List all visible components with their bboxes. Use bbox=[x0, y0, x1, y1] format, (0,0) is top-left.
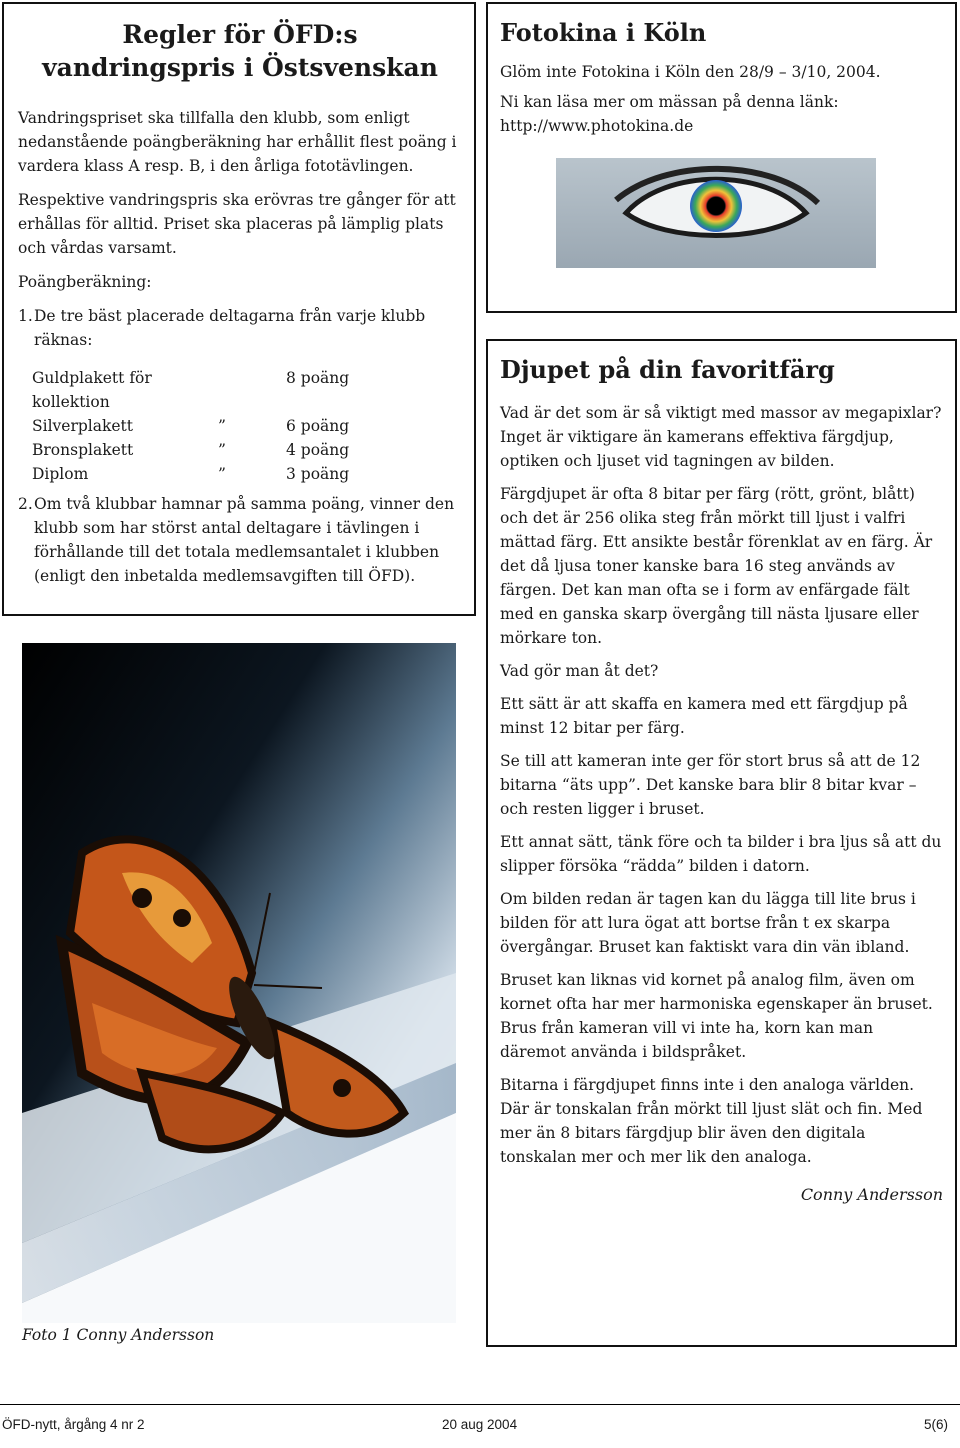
depth-paragraph: Ett sätt är att skaffa en kamera med ett färgdjup på minst 12 bitar per färg. bbox=[500, 695, 908, 737]
ditto-mark: ” bbox=[218, 441, 226, 459]
rules-item-2 bbox=[18, 492, 462, 588]
award-points: 4 poäng bbox=[286, 441, 350, 459]
item-number: 1. bbox=[18, 307, 33, 325]
rules-article bbox=[2, 2, 476, 616]
depth-paragraph: Vad gör man åt det? bbox=[500, 662, 659, 680]
depth-paragraph: Bruset kan liknas vid kornet på analog film, även om kornet ofta har mer harmoniska egenskaper än bruset. Brus från kameran vill vi inte ha, korn kan man däremot använda i bildspråket. bbox=[500, 971, 933, 1061]
footer-divider bbox=[0, 1404, 960, 1405]
points-table bbox=[32, 366, 462, 486]
depth-paragraph: Vad är det som är så viktigt med massor av megapixlar? Inget är viktigare än kamerans effektiva färgdjup, optiken och ljuset vid tagningen av bilden. bbox=[500, 404, 942, 470]
rules-paragraph-1: Vandringspriset ska tillfalla den klubb, som enligt nedanstående poängberäkning har erhållit flest poäng i vardera klass A resp. B, i den årliga fototävlingen. bbox=[18, 109, 457, 175]
rules-title bbox=[18, 18, 462, 84]
award-name: Diplom bbox=[32, 465, 89, 483]
footer-page-number: 5(6) bbox=[923, 1417, 948, 1432]
color-depth-article bbox=[486, 339, 957, 1347]
depth-paragraph: Se till att kameran inte ger för stort brus så att de 12 bitarna “äts upp”. Det kanske bara blir 8 bitar kvar – och resten ligger i bruset. bbox=[500, 752, 921, 818]
points-row bbox=[32, 438, 462, 462]
ditto-mark: ” bbox=[218, 465, 226, 483]
depth-title: Djupet på din favoritfärg bbox=[500, 355, 835, 384]
fotokina-paragraph-1: Glöm inte Fotokina i Köln den 28/9 – 3/10, 2004. bbox=[500, 63, 881, 81]
author-signature: Conny Andersson bbox=[800, 1185, 943, 1204]
award-points: 8 poäng bbox=[286, 369, 350, 387]
ditto-mark bbox=[218, 366, 286, 414]
depth-paragraph: Bitarna i färgdjupet finns inte i den analoga världen. Där är tonskalan från mörkt till ljust slät och fin. Med mer än 8 bitars färgdjup blir även den digitala tonskalan mer och mer lik den analoga. bbox=[500, 1076, 923, 1166]
item-number: 2. bbox=[18, 495, 33, 513]
depth-paragraph: Om bilden redan är tagen kan du lägga till lite brus i bilden för att lura ögat att bortse från t ex skarpa övergångar. Bruset kan faktiskt vara din vän ibland. bbox=[500, 890, 916, 956]
points-heading: Poängberäkning: bbox=[18, 273, 152, 291]
award-name: Guldplakett för kollektion bbox=[32, 369, 152, 411]
points-row bbox=[32, 366, 462, 414]
item-text: Om två klubbar hamnar på samma poäng, vinner den klubb som har störst antal deltagare i tävlingen i förhållande till det totala medlemsantalet i klubben (enligt den inbetalda medlemsavgiften till ÖFD). bbox=[34, 495, 455, 585]
award-points: 3 poäng bbox=[286, 465, 350, 483]
photo-caption: Foto 1 Conny Andersson bbox=[22, 1326, 215, 1344]
fotokina-article bbox=[486, 2, 957, 313]
rules-title-line1: Regler för ÖFD:s bbox=[122, 20, 358, 49]
award-name: Bronsplakett bbox=[32, 441, 134, 459]
item-text: De tre bäst placerade deltagarna från varje klubb räknas: bbox=[34, 307, 426, 349]
fotokina-title: Fotokina i Köln bbox=[500, 18, 707, 47]
depth-paragraph: Färgdjupet är ofta 8 bitar per färg (rött, grönt, blått) och det är 256 olika steg från mörkt till ljust i valfri mättad färg. Ett ansikte består förenklat av en färg. Är det då ljusa toner kanske bara 16 steg används av färgen. Det kan man ofta se i form av enfärgade fält med en ganska skarp övergång till nästa ljusare eller mörkare ton. bbox=[500, 485, 933, 647]
points-row bbox=[32, 462, 462, 486]
eye-photo bbox=[556, 158, 876, 268]
butterfly-photo bbox=[22, 643, 456, 1323]
award-name: Silverplakett bbox=[32, 417, 134, 435]
depth-paragraph: Ett annat sätt, tänk före och ta bilder i bra ljus så att du slipper försöka “rädda” bilden i datorn. bbox=[500, 833, 942, 875]
rules-paragraph-2: Respektive vandringspris ska erövras tre gånger för att erhållas för alltid. Priset ska placeras på lämplig plats och vårdas varsamt. bbox=[18, 191, 456, 257]
fotokina-paragraph-2: Ni kan läsa mer om mässan på denna länk: http://www.photokina.de bbox=[500, 93, 839, 135]
footer-date: 20 aug 2004 bbox=[442, 1417, 518, 1432]
ditto-mark: ” bbox=[218, 417, 226, 435]
points-row bbox=[32, 414, 462, 438]
footer-publication: ÖFD-nytt, årgång 4 nr 2 bbox=[2, 1417, 145, 1432]
rules-item-1 bbox=[18, 304, 462, 352]
award-points: 6 poäng bbox=[286, 417, 350, 435]
rules-title-line2: vandringspris i Östsvenskan bbox=[42, 53, 438, 82]
